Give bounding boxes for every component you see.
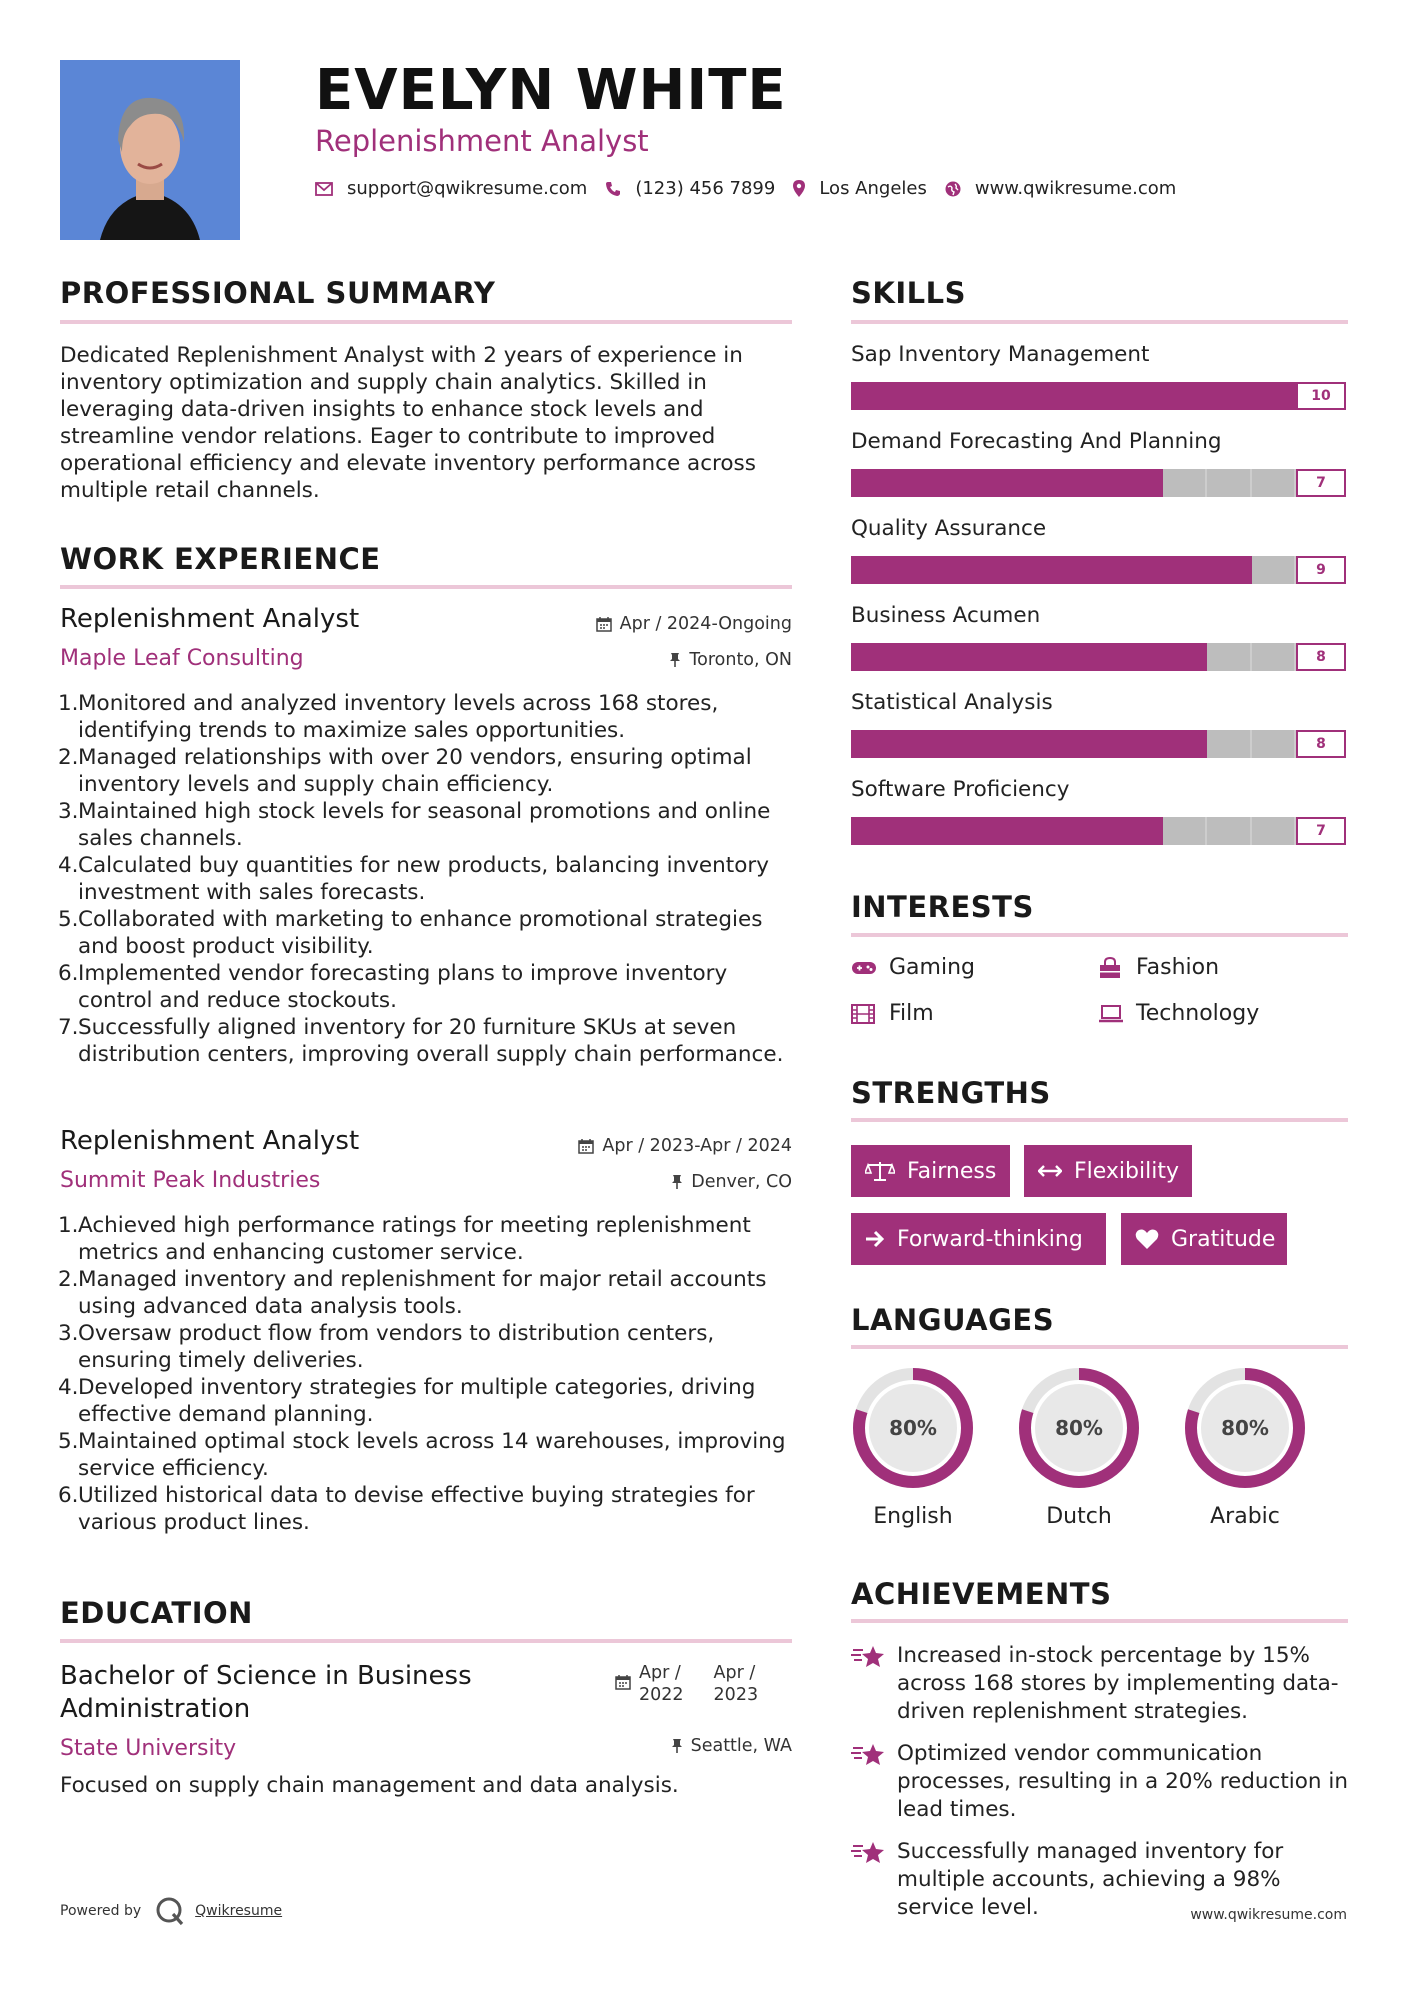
strength-label: Gratitude <box>1171 1226 1276 1252</box>
languages-heading: LANGUAGES <box>851 1303 1055 1337</box>
skill-name: Demand Forecasting And Planning <box>851 429 1222 454</box>
laptop-icon <box>1098 1005 1124 1023</box>
job-bullet <box>58 960 800 1014</box>
skill-level-bar <box>851 469 1296 497</box>
education-location <box>480 1736 792 1756</box>
bullet-number: 1. <box>58 1213 79 1238</box>
phone-icon <box>605 181 621 197</box>
bullet-number: 7. <box>58 1015 79 1040</box>
skill-level-fill <box>851 382 1296 410</box>
skill-level-badge: 8 <box>1296 730 1346 758</box>
language-percent: 80% <box>1221 1416 1269 1440</box>
education-end-month: Apr / <box>713 1663 756 1683</box>
strength-label: Fairness <box>907 1158 997 1184</box>
achievement-text: Optimized vendor communication processes, resulting in a 20% reduction in lead times. <box>897 1741 1348 1822</box>
job-bullet <box>58 1320 800 1374</box>
skill-level-bar <box>851 817 1296 845</box>
interest-item <box>851 1001 934 1026</box>
shopping-bag-icon <box>1098 957 1124 979</box>
job-location-text: Denver, CO <box>691 1172 792 1192</box>
bullet-number: 2. <box>58 745 79 770</box>
pushpin-icon <box>671 1174 683 1190</box>
strength-chip <box>851 1145 1010 1197</box>
summary-text: Dedicated Replenishment Analyst with 2 years of experience in inventory optimization and supply chain analytics. Skilled in leveraging data-driven insights to enhance stock levels and streamline vendor relations. Eager to contribute to improved operational efficiency and elevate inventory performance across multiple retail channels. <box>60 343 756 503</box>
shooting-star-icon <box>851 1740 885 1824</box>
skill-bar-segment <box>1252 730 1297 758</box>
education-end <box>714 1662 759 1706</box>
skill-level-fill <box>851 556 1252 584</box>
job-title: Replenishment Analyst <box>60 1126 360 1156</box>
degree-line: Administration <box>60 1694 251 1724</box>
job-bullet <box>58 1428 800 1482</box>
education-start-month: Apr / <box>639 1663 681 1683</box>
qwikresume-logo-icon <box>155 1896 185 1926</box>
bullet-text: Monitored and analyzed inventory levels across 168 stores, identifying trends to maximize sales opportunities. <box>78 691 719 743</box>
summary-heading: PROFESSIONAL SUMMARY <box>60 276 496 310</box>
shooting-star-icon <box>851 1642 885 1726</box>
degree-title <box>60 1660 472 1726</box>
job-bullet <box>58 1482 800 1536</box>
pushpin-icon <box>671 1738 683 1754</box>
job-location-text: Toronto, ON <box>689 650 792 670</box>
skill-bar-segment <box>1207 730 1252 758</box>
interest-item <box>851 955 975 980</box>
bullet-number: 2. <box>58 1267 79 1292</box>
skill-name: Software Proficiency <box>851 777 1070 802</box>
skill-bar-segment <box>1207 817 1252 845</box>
job-dates-text: Apr / 2023-Apr / 2024 <box>602 1136 792 1156</box>
job-bullet-list <box>60 1212 800 1536</box>
language-name: Arabic <box>1210 1504 1280 1529</box>
bullet-number: 3. <box>58 1321 79 1346</box>
skill-bar-segment <box>1207 469 1252 497</box>
contact-phone[interactable]: (123) 456 7899 <box>635 178 776 199</box>
strength-chip <box>851 1213 1106 1265</box>
strengths-divider <box>851 1118 1348 1122</box>
job-bullet <box>58 798 800 852</box>
job-location <box>480 650 792 670</box>
job-company: Summit Peak Industries <box>60 1168 321 1193</box>
strengths-heading: STRENGTHS <box>851 1076 1051 1110</box>
language-percent: 80% <box>1055 1416 1103 1440</box>
footer-website[interactable]: www.qwikresume.com <box>1190 1907 1347 1923</box>
arrow-right-icon <box>865 1230 885 1248</box>
bullet-text: Maintained optimal stock levels across 14 warehouses, improving service efficiency. <box>78 1429 786 1481</box>
powered-by-text: Powered by <box>60 1903 142 1919</box>
bullet-text: Implemented vendor forecasting plans to improve inventory control and reduce stockouts. <box>78 961 728 1013</box>
skill-name: Sap Inventory Management <box>851 342 1150 367</box>
skill-level-badge: 8 <box>1296 643 1346 671</box>
map-pin-icon <box>793 180 805 197</box>
school-name: State University <box>60 1736 237 1761</box>
job-bullet <box>58 1014 800 1068</box>
education-dates <box>615 1662 758 1706</box>
bullet-number: 5. <box>58 1429 79 1454</box>
skill-level-bar <box>851 382 1296 410</box>
bullet-text: Calculated buy quantities for new products, balancing inventory investment with sales forecasts. <box>78 853 769 905</box>
job-bullet <box>58 690 800 744</box>
achievements-divider <box>851 1619 1348 1623</box>
language-name: English <box>873 1504 953 1529</box>
balance-scale-icon <box>865 1160 895 1182</box>
calendar-icon <box>596 616 612 632</box>
skill-level-fill <box>851 643 1207 671</box>
interest-label: Gaming <box>889 955 975 980</box>
bullet-number: 6. <box>58 961 79 986</box>
pushpin-icon <box>669 652 681 668</box>
education-end-year: 2023 <box>713 1685 759 1705</box>
job-location <box>480 1172 792 1192</box>
skill-level-bar <box>851 730 1296 758</box>
language-item <box>1183 1366 1307 1529</box>
strength-label: Flexibility <box>1074 1158 1179 1184</box>
job-dates-text: Apr / 2024-Ongoing <box>619 614 792 634</box>
interest-label: Film <box>889 1001 934 1026</box>
skill-bar-segment <box>1163 469 1208 497</box>
arrows-horizontal-icon <box>1038 1164 1062 1178</box>
profile-photo <box>60 60 240 240</box>
bullet-number: 4. <box>58 853 79 878</box>
skill-bar-segment <box>1252 469 1297 497</box>
interest-item <box>1098 1001 1259 1026</box>
achievement-text: Increased in-stock percentage by 15% across 168 stores by implementing data-driven replenishment strategies. <box>897 1643 1339 1724</box>
education-heading: EDUCATION <box>60 1596 253 1630</box>
globe-icon <box>945 181 961 197</box>
job-bullet <box>58 744 800 798</box>
bullet-text: Utilized historical data to devise effective buying strategies for various product lines. <box>78 1483 755 1535</box>
skill-name: Statistical Analysis <box>851 690 1053 715</box>
skill-bar-segment <box>1163 817 1208 845</box>
skill-level-badge: 10 <box>1296 382 1346 410</box>
language-item <box>851 1366 975 1529</box>
bullet-number: 4. <box>58 1375 79 1400</box>
bullet-number: 6. <box>58 1483 79 1508</box>
language-ring <box>851 1366 975 1490</box>
contact-row <box>315 178 1194 199</box>
job-bullet-list <box>60 690 800 1068</box>
interests-heading: INTERESTS <box>851 890 1034 924</box>
candidate-name: EVELYN WHITE <box>315 58 787 123</box>
job-bullet <box>58 1374 800 1428</box>
language-ring <box>1017 1366 1141 1490</box>
contact-email[interactable]: support@qwikresume.com <box>347 178 588 199</box>
language-item <box>1017 1366 1141 1529</box>
interest-label: Fashion <box>1136 955 1220 980</box>
achievement-item <box>851 1740 1348 1824</box>
interest-label: Technology <box>1136 1001 1260 1026</box>
footer-brand-link[interactable]: Qwikresume <box>195 1903 283 1919</box>
job-bullet <box>58 1266 800 1320</box>
languages-divider <box>851 1345 1348 1349</box>
bullet-text: Managed relationships with over 20 vendors, ensuring optimal inventory levels and supply chain efficiency. <box>78 745 752 797</box>
skill-bar-segment <box>1252 643 1297 671</box>
envelope-icon <box>315 182 333 196</box>
bullet-text: Oversaw product flow from vendors to distribution centers, ensuring timely deliveries. <box>78 1321 715 1373</box>
achievement-item <box>851 1642 1348 1726</box>
experience-divider <box>60 585 792 589</box>
education-location-text: Seattle, WA <box>690 1736 792 1756</box>
contact-location: Los Angeles <box>819 178 927 199</box>
skill-name: Business Acumen <box>851 603 1041 628</box>
bullet-text: Achieved high performance ratings for meeting replenishment metrics and enhancing customer service. <box>78 1213 751 1265</box>
education-start <box>639 1662 684 1706</box>
experience-heading: WORK EXPERIENCE <box>60 542 381 576</box>
calendar-icon <box>615 1674 631 1696</box>
bullet-text: Maintained high stock levels for seasonal promotions and online sales channels. <box>78 799 771 851</box>
job-company: Maple Leaf Consulting <box>60 646 304 671</box>
contact-website[interactable]: www.qwikresume.com <box>974 178 1177 199</box>
skill-level-badge: 9 <box>1296 556 1346 584</box>
job-dates <box>480 614 792 634</box>
skill-level-fill <box>851 469 1163 497</box>
skill-bar-segment <box>1252 556 1297 584</box>
bullet-text: Developed inventory strategies for multiple categories, driving effective demand planning. <box>78 1375 756 1427</box>
education-note: Focused on supply chain management and data analysis. <box>60 1773 679 1798</box>
candidate-role: Replenishment Analyst <box>315 124 649 158</box>
language-ring <box>1183 1366 1307 1490</box>
skill-bar-segment <box>1207 643 1252 671</box>
gamepad-icon <box>851 960 877 976</box>
skill-level-badge: 7 <box>1296 469 1346 497</box>
strength-label: Forward-thinking <box>897 1226 1083 1252</box>
skills-heading: SKILLS <box>851 276 966 310</box>
heart-icon <box>1135 1228 1159 1250</box>
job-bullet <box>58 906 800 960</box>
footer-powered-by <box>60 1896 282 1926</box>
shooting-star-icon <box>851 1838 885 1922</box>
calendar-icon <box>578 1138 594 1154</box>
skill-level-bar <box>851 556 1296 584</box>
skill-level-badge: 7 <box>1296 817 1346 845</box>
skill-level-bar <box>851 643 1296 671</box>
language-name: Dutch <box>1046 1504 1112 1529</box>
degree-line: Bachelor of Science in Business <box>60 1661 472 1691</box>
film-icon <box>851 1004 877 1024</box>
achievement-text: Successfully managed inventory for multiple accounts, achieving a 98% service level. <box>897 1839 1284 1920</box>
achievements-heading: ACHIEVEMENTS <box>851 1577 1112 1611</box>
bullet-number: 5. <box>58 907 79 932</box>
skill-level-fill <box>851 817 1163 845</box>
skill-level-fill <box>851 730 1207 758</box>
language-percent: 80% <box>889 1416 937 1440</box>
education-start-year: 2022 <box>639 1685 684 1705</box>
summary-divider <box>60 320 792 324</box>
interests-divider <box>851 933 1348 937</box>
skill-bar-segment <box>1252 817 1297 845</box>
job-title: Replenishment Analyst <box>60 604 360 634</box>
job-dates <box>480 1136 792 1156</box>
bullet-number: 1. <box>58 691 79 716</box>
skill-name: Quality Assurance <box>851 516 1047 541</box>
strength-chip <box>1024 1145 1192 1197</box>
interest-item <box>1098 955 1219 980</box>
education-divider <box>60 1639 792 1643</box>
bullet-text: Managed inventory and replenishment for major retail accounts using advanced data analysis tools. <box>78 1267 767 1319</box>
bullet-text: Successfully aligned inventory for 20 furniture SKUs at seven distribution centers, improving overall supply chain performance. <box>78 1015 784 1067</box>
job-bullet <box>58 1212 800 1266</box>
bullet-text: Collaborated with marketing to enhance promotional strategies and boost product visibility. <box>78 907 763 959</box>
strength-chip <box>1121 1213 1287 1265</box>
job-bullet <box>58 852 800 906</box>
bullet-number: 3. <box>58 799 79 824</box>
skills-divider <box>851 320 1348 324</box>
